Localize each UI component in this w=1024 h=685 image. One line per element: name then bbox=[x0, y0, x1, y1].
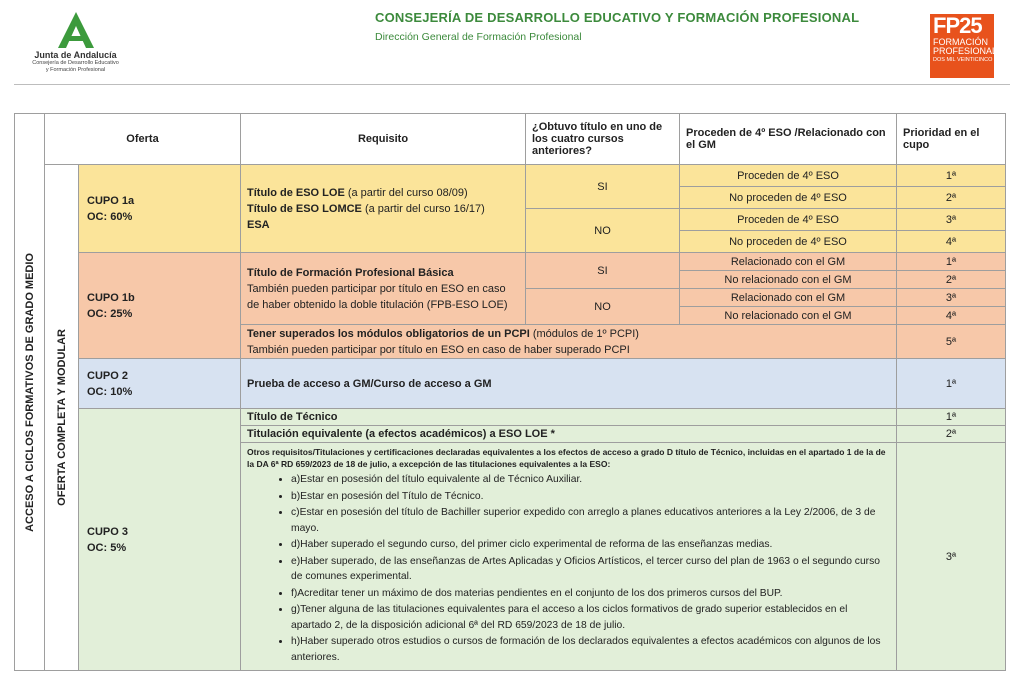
proceden-cell: No relacionado con el GM bbox=[680, 271, 897, 289]
list-item: • g)Tener alguna de las titulaciones equivalentes para el acceso a los ciclos formativos de grado superior establecidos en el apartado 2, de la disposición adicional 6ª del RD 659/2023 de 18 de julio. bbox=[291, 602, 890, 633]
cupo-2-name: CUPO 2 bbox=[87, 369, 128, 382]
vertical-label-oferta: OFERTA COMPLETA Y MODULAR bbox=[55, 329, 68, 506]
cupo-1b-cell bbox=[79, 253, 241, 359]
req-fpb-note: También pueden participar por título en ESO en caso de haber obtenido la doble titulación (FPB-ESO LOE) bbox=[247, 282, 508, 311]
list-item: • c)Estar en posesión del título de Bachiller superior expedido con arreglo a planes educativos anteriores a la Ley 2/2006, de 3 de mayo. bbox=[291, 505, 890, 536]
list-item: • h)Haber superado otros estudios o cursos de formación de los declarados equivalentes a efectos académicos con algunos de los anteriores. bbox=[291, 634, 890, 665]
proceden-cell: No relacionado con el GM bbox=[680, 307, 897, 325]
cupo-1a-cell bbox=[79, 165, 241, 253]
proceden-cell: No proceden de 4º ESO bbox=[680, 187, 897, 209]
prioridad-cell: 2ª bbox=[897, 271, 1006, 289]
cupo-3-otros bbox=[241, 443, 897, 671]
proceden-cell: No proceden de 4º ESO bbox=[680, 231, 897, 253]
prioridad-cell: 3ª bbox=[897, 209, 1006, 231]
cupo-2-oc: OC: 10% bbox=[87, 385, 133, 398]
prioridad-cell: 2ª bbox=[897, 187, 1006, 209]
table-header-row bbox=[15, 114, 1006, 165]
fp-logo-number: FP25 bbox=[933, 13, 982, 38]
cupo-1b-no: NO bbox=[526, 289, 680, 325]
list-item: • b)Estar en posesión del Título de Técnico. bbox=[291, 489, 890, 505]
access-table bbox=[14, 113, 1006, 671]
cupo-1a-name: CUPO 1a bbox=[87, 194, 135, 207]
cupo-3-titulo-tecnico: Título de Técnico bbox=[241, 409, 897, 426]
junta-andalucia-logo bbox=[28, 12, 123, 74]
header-prioridad: Prioridad en el cupo bbox=[897, 114, 1006, 165]
org-name: Junta de Andalucía bbox=[34, 50, 117, 60]
prioridad-cell: 4ª bbox=[897, 231, 1006, 253]
cupo-1b-name: CUPO 1b bbox=[87, 291, 135, 304]
prioridad-cell: 3ª bbox=[897, 443, 1006, 671]
list-item: • e)Haber superado, de las enseñanzas de Artes Aplicadas y Oficios Artísticos, el tercer curso del plan de 1963 o el segundo curso de comunes experimental. bbox=[291, 554, 890, 585]
header-requisito: Requisito bbox=[241, 114, 526, 165]
proceden-cell: Proceden de 4º ESO bbox=[680, 165, 897, 187]
req-eso-loe: Título de ESO LOE bbox=[247, 186, 345, 199]
prioridad-cell: 1ª bbox=[897, 409, 1006, 426]
header-divider bbox=[14, 84, 1010, 85]
cupo-3-oc: OC: 5% bbox=[87, 541, 127, 554]
header-obtuvo: ¿Obtuvo título en uno de los cuatro cursos anteriores? bbox=[526, 114, 680, 165]
prioridad-cell: 3ª bbox=[897, 289, 1006, 307]
prioridad-cell: 1ª bbox=[897, 253, 1006, 271]
table-row bbox=[15, 359, 1006, 409]
req-pcpi-line2: También pueden participar por título en ESO en caso de haber superado PCPI bbox=[247, 343, 630, 356]
header-oferta: Oferta bbox=[45, 114, 241, 165]
org-sub-2: y Formación Profesional bbox=[45, 67, 106, 73]
cupo-1b-si: SI bbox=[526, 253, 680, 289]
table-row bbox=[15, 165, 1006, 187]
prioridad-cell: 1ª bbox=[897, 165, 1006, 187]
proceden-cell: Relacionado con el GM bbox=[680, 289, 897, 307]
cupo-1a-no: NO bbox=[526, 209, 680, 253]
header-title: CONSEJERÍA DE DESARROLLO EDUCATIVO Y FORMACIÓN PROFESIONAL bbox=[375, 10, 860, 25]
prioridad-cell: 4ª bbox=[897, 307, 1006, 325]
fp-logo-line3: DOS MIL VEINTICINCO bbox=[933, 57, 993, 63]
cupo-1b-requisito bbox=[241, 253, 526, 325]
proceden-cell: Proceden de 4º ESO bbox=[680, 209, 897, 231]
cupo-3-name: CUPO 3 bbox=[87, 525, 128, 538]
page-header bbox=[0, 0, 1024, 92]
prioridad-cell: 1ª bbox=[897, 359, 1006, 409]
fp-logo-line1: FORMACIÓN bbox=[933, 37, 988, 47]
proceden-cell: Relacionado con el GM bbox=[680, 253, 897, 271]
cupo-3-titulacion-equivalente: Titulación equivalente (a efectos académicos) a ESO LOE * bbox=[241, 426, 897, 443]
req-eso-loe-note: (a partir del curso 08/09) bbox=[344, 186, 468, 199]
cupo-1b-oc: OC: 25% bbox=[87, 307, 133, 320]
req-eso-lomce: Título de ESO LOMCE bbox=[247, 202, 362, 215]
cupo-3-cell bbox=[79, 409, 241, 671]
vertical-label-cell-2 bbox=[45, 165, 79, 671]
list-item: • d)Haber superado el segundo curso, del primer ciclo experimental de reforma de las enseñanzas medias. bbox=[291, 537, 890, 553]
otros-list bbox=[247, 472, 890, 665]
req-fpb: Título de Formación Profesional Básica bbox=[247, 266, 454, 279]
prioridad-cell: 5ª bbox=[897, 325, 1006, 359]
cupo-1a-requisito bbox=[241, 165, 526, 253]
req-esa: ESA bbox=[247, 218, 270, 231]
req-pcpi: Tener superados los módulos obligatorios de un PCPI bbox=[247, 327, 530, 340]
cupo-1a-si: SI bbox=[526, 165, 680, 209]
org-sub-1: Consejería de Desarrollo Educativo bbox=[32, 60, 119, 66]
cupo-1a-oc: OC: 60% bbox=[87, 210, 133, 223]
prioridad-cell: 2ª bbox=[897, 426, 1006, 443]
table-row bbox=[15, 409, 1006, 426]
list-item: • a)Estar en posesión del título equivalente al de Técnico Auxiliar. bbox=[291, 472, 890, 488]
junta-logo-icon bbox=[56, 12, 96, 48]
fp-logo-line2: PROFESIONAL bbox=[933, 46, 998, 56]
fp25-logo bbox=[930, 13, 998, 78]
req-eso-lomce-note: (a partir del curso 16/17) bbox=[361, 202, 485, 215]
table-row bbox=[15, 253, 1006, 271]
header-proceden: Proceden de 4º ESO /Relacionado con el GM bbox=[680, 114, 897, 165]
otros-intro: Otros requisitos/Titulaciones y certificaciones declaradas equivalentes a los efectos de acceso a grado D título de Técnico, incluidas en el apartado 1 de la de la DA 6ª RD 659/2023 de 18 de julio, a excepción de las titulaciones equivalentes a la ESO: bbox=[247, 447, 886, 469]
cupo-2-cell bbox=[79, 359, 241, 409]
cupo-1b-pcpi bbox=[241, 325, 897, 359]
vertical-label-cell-1 bbox=[15, 114, 45, 671]
cupo-2-requisito: Prueba de acceso a GM/Curso de acceso a GM bbox=[241, 359, 897, 409]
list-item: • f)Acreditar tener un máximo de dos materias pendientes en el conjunto de los dos primeros cursos del BUP. bbox=[291, 586, 890, 602]
req-pcpi-note: (módulos de 1º PCPI) bbox=[529, 327, 639, 340]
header-subtitle: Dirección General de Formación Profesional bbox=[375, 31, 582, 43]
vertical-label-access: ACCESO A CICLOS FORMATIVOS DE GRADO MEDIO bbox=[23, 252, 36, 532]
